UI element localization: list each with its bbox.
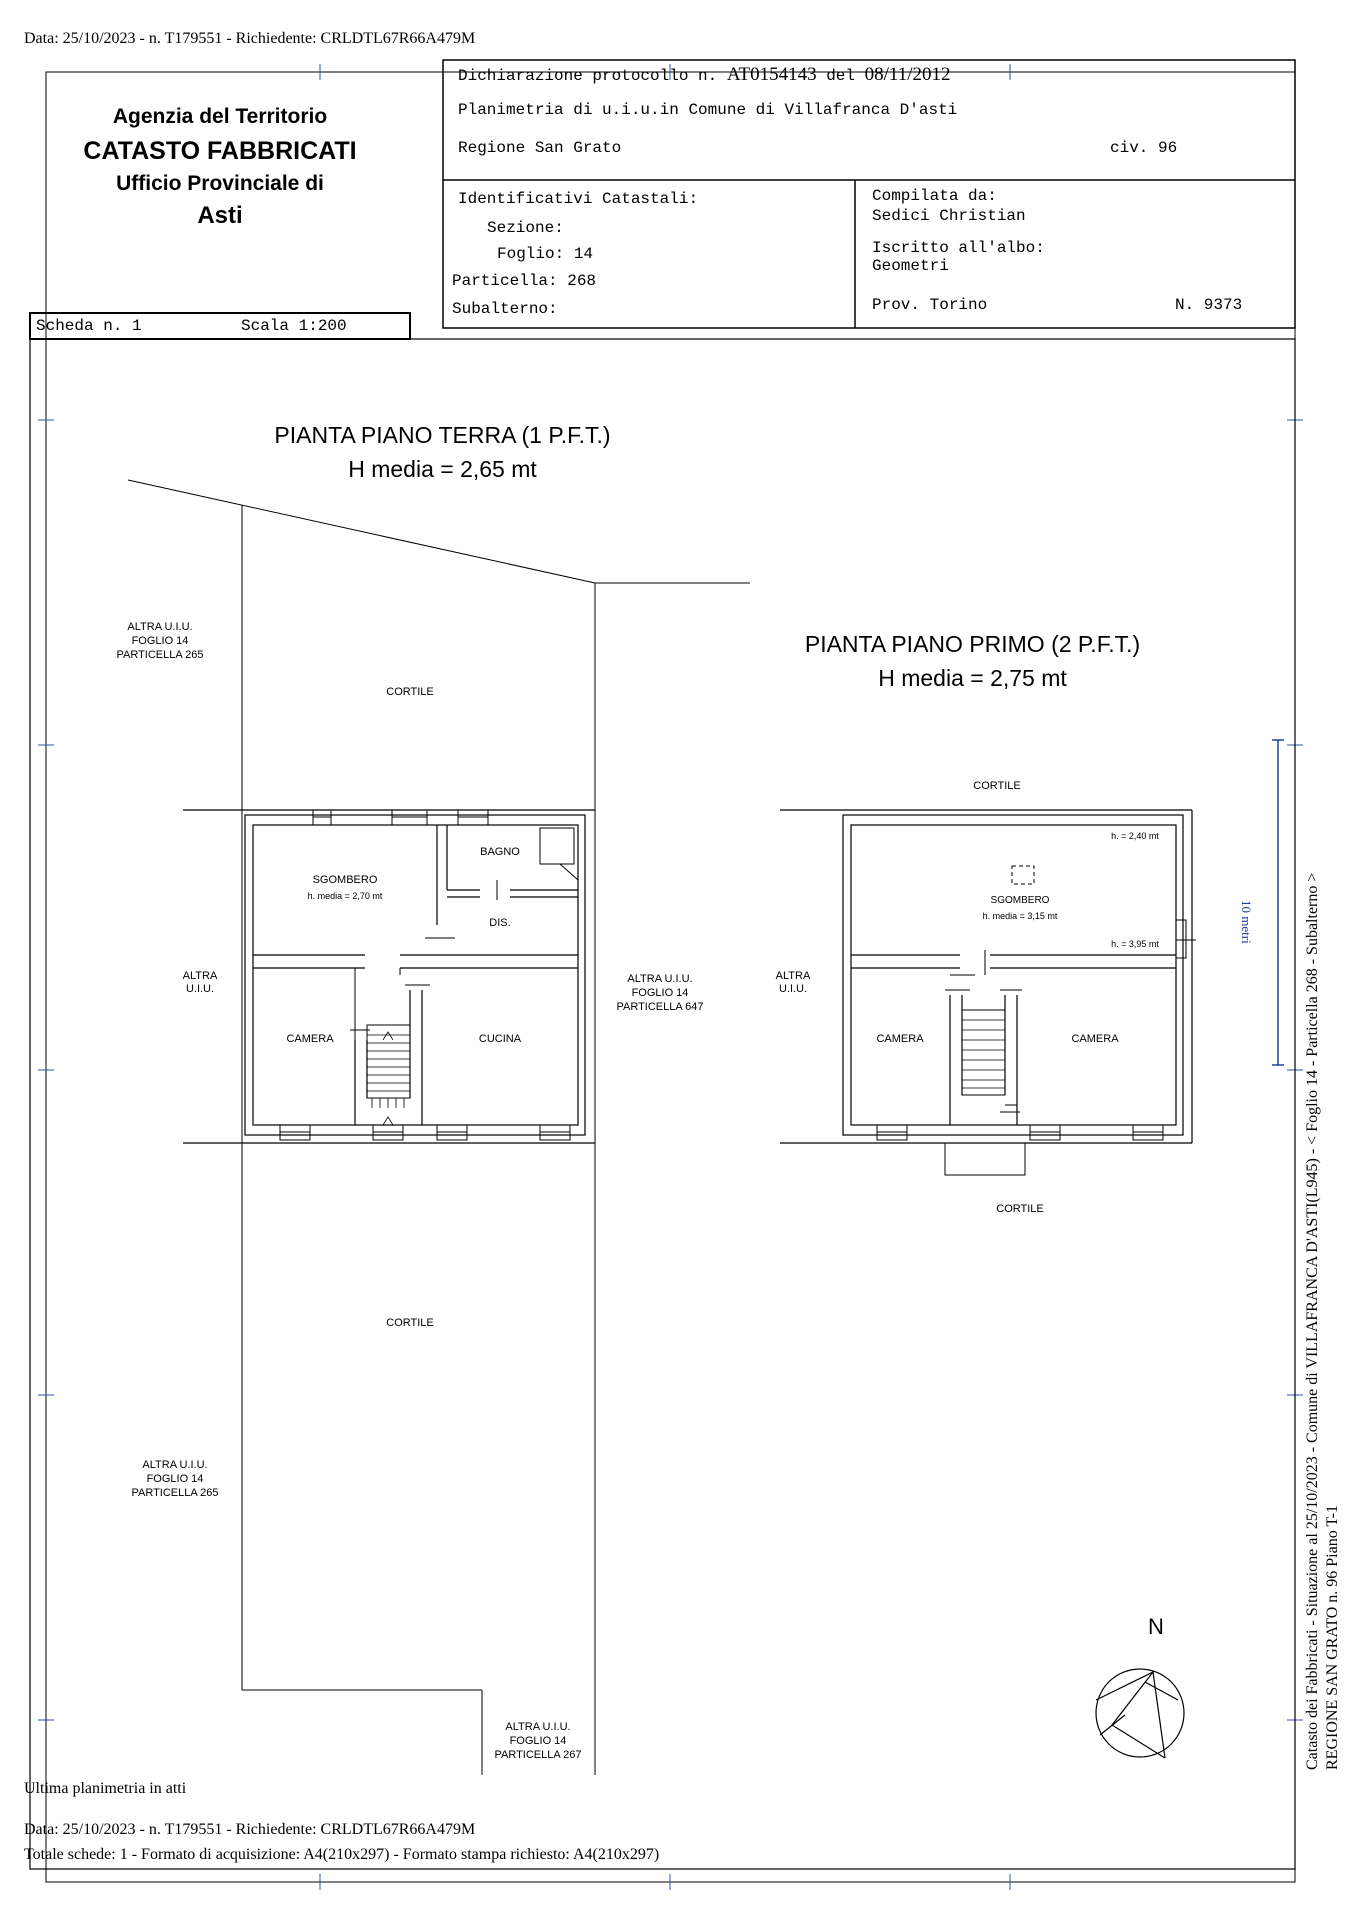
neighbour-label-left-first <box>758 970 828 996</box>
declaration-del: del <box>826 67 856 85</box>
altra-uiu-label: ALTRA U.I.U. <box>127 621 193 633</box>
room-camera-first-left: CAMERA <box>876 1033 924 1045</box>
sgombero-first-height: h. media = 3,15 mt <box>982 911 1058 921</box>
address-line: Regione San Grato <box>458 139 622 157</box>
neighbour-label-265-top <box>95 620 225 662</box>
civic-number: civ. 96 <box>1110 139 1178 157</box>
particella-label: PARTICELLA 267 <box>494 1749 582 1761</box>
footer-data: Data: 25/10/2023 - n. T179551 - Richiedente: CRLDTL67R66A479M <box>24 1821 476 1838</box>
cortile-label-top: CORTILE <box>386 686 434 698</box>
compilata-label: Compilata da: <box>872 187 997 205</box>
room-bagno: BAGNO <box>480 846 520 858</box>
agency-name: Agenzia del Territorio <box>112 105 328 128</box>
foglio-label: FOGLIO 14 <box>131 635 189 647</box>
foglio-label: FOGLIO 14 <box>631 987 689 999</box>
declaration-prefix: Dichiarazione protocollo n. <box>458 67 718 85</box>
north-compass-icon <box>1096 1669 1184 1758</box>
scheda-label: Scheda n. 1 <box>36 317 142 335</box>
room-sgombero-first: SGOMBERO <box>990 895 1050 906</box>
altra-label: ALTRA <box>182 970 218 982</box>
albo-value: Geometri <box>872 257 949 275</box>
ground-floor-height: H media = 2,65 mt <box>348 456 537 482</box>
albo-number: N. 9373 <box>1175 296 1243 314</box>
header-line: Data: 25/10/2023 - n. T179551 - Richiedente: CRLDTL67R66A479M <box>24 30 476 47</box>
ground-floor-title: PIANTA PIANO TERRA (1 P.F.T.) <box>274 422 611 448</box>
altra-uiu-label: ALTRA U.I.U. <box>627 973 693 985</box>
room-sgombero-ground: SGOMBERO <box>312 874 378 886</box>
compilata-name: Sedici Christian <box>872 207 1026 225</box>
planimetria-line: Planimetria di u.i.u.in Comune di Villafranca D'asti <box>458 101 958 119</box>
particella-label: PARTICELLA 647 <box>616 1001 704 1013</box>
ident-particella: Particella: 268 <box>452 272 597 290</box>
foglio-label: FOGLIO 14 <box>509 1735 567 1747</box>
first-floor-title-block <box>760 627 1185 695</box>
first-floor-title: PIANTA PIANO PRIMO (2 P.F.T.) <box>804 631 1141 657</box>
declaration-date: 08/11/2012 <box>864 64 951 85</box>
first-floor-plan <box>780 810 1196 1175</box>
neighbour-label-265-bottom <box>110 1458 240 1500</box>
altra-uiu-label: ALTRA U.I.U. <box>142 1459 208 1471</box>
height-395: h. = 3,95 mt <box>1111 939 1159 949</box>
footer-ultima: Ultima planimetria in atti <box>24 1780 187 1797</box>
ufficio-label: Ufficio Provinciale di <box>116 172 324 195</box>
ident-title: Identificativi Catastali: <box>458 190 699 208</box>
room-dis: DIS. <box>489 917 511 929</box>
ground-floor-title-block <box>230 418 655 486</box>
cortile-label-bottom: CORTILE <box>386 1317 434 1329</box>
scale-bar <box>1272 740 1284 1065</box>
iscritto-label: Iscritto all'albo: <box>872 239 1045 257</box>
particella-label: PARTICELLA 265 <box>131 1487 219 1499</box>
uiu-label: U.I.U. <box>778 983 808 995</box>
height-240: h. = 2,40 mt <box>1111 831 1159 841</box>
cortile-label-first-top: CORTILE <box>973 780 1021 792</box>
cortile-label-first-bottom: CORTILE <box>996 1203 1044 1215</box>
altra-uiu-label: ALTRA U.I.U. <box>505 1721 571 1733</box>
altra-label: ALTRA <box>775 970 811 982</box>
first-floor-height: H media = 2,75 mt <box>878 665 1067 691</box>
drawing-frame <box>30 339 1295 1869</box>
neighbour-label-267 <box>478 1720 598 1762</box>
ident-subalterno: Subalterno: <box>452 300 558 318</box>
north-label: N <box>1148 1614 1164 1639</box>
sgombero-ground-height: h. media = 2,70 mt <box>307 891 383 901</box>
room-camera-first-right: CAMERA <box>1071 1033 1119 1045</box>
ident-sezione: Sezione: <box>487 219 564 237</box>
uiu-label: U.I.U. <box>185 983 215 995</box>
protocol-number: AT0154143 <box>726 64 817 85</box>
foglio-label: FOGLIO 14 <box>146 1473 204 1485</box>
footer-totale: Totale schede: 1 - Formato di acquisizione: A4(210x297) - Formato stampa richiesto: A4(210x297) <box>24 1846 660 1863</box>
particella-label: PARTICELLA 265 <box>116 649 204 661</box>
scala-label: Scala 1:200 <box>241 317 347 335</box>
neighbour-label-647 <box>600 972 720 1014</box>
side-text-line2: REGIONE SAN GRATO n. 96 Piano T-1 <box>1324 1504 1341 1770</box>
ground-floor-plan <box>128 480 750 1775</box>
room-cucina: CUCINA <box>478 1033 522 1045</box>
declaration-line <box>458 64 950 86</box>
side-text-line1: Catasto dei Fabbricati - Situazione al 25/10/2023 - Comune di VILLAFRANCA D'ASTI(L945) - < Foglio 14 - Particella 268 - Subalterno > <box>1304 872 1321 1770</box>
ident-foglio: Foglio: 14 <box>497 245 594 263</box>
neighbour-label-left-ground <box>160 970 240 996</box>
room-camera-ground: CAMERA <box>286 1033 334 1045</box>
catasto-title: CATASTO FABBRICATI <box>83 137 357 165</box>
scale-bar-label: 10 metri <box>1239 900 1254 944</box>
ufficio-city: Asti <box>197 202 243 229</box>
prov-value: Prov. Torino <box>872 296 988 314</box>
